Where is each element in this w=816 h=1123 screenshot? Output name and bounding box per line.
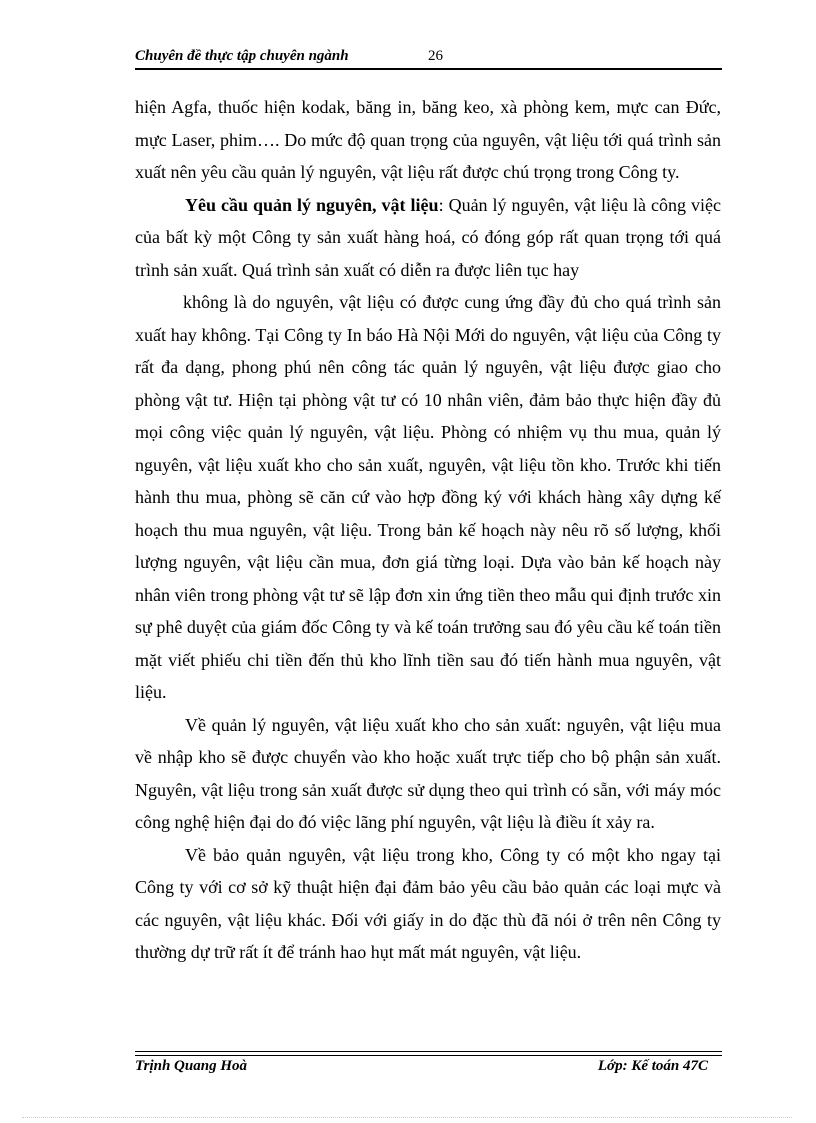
footer-divider (135, 1051, 722, 1056)
paragraph-text: hiện Agfa, thuốc hiện kodak, băng in, băng keo, xà phòng kem, mực can Đức, mực Laser, phim…. Do mức độ quan trọng của nguyên, vật liệu tới quá trình sản xuất nên yêu cầu quản lý nguyên, vật liệu rất được chú trọng trong Công ty. (135, 97, 721, 182)
paragraph-text: Về quản lý nguyên, vật liệu xuất kho cho sản xuất: nguyên, vật liệu mua về nhập kho sẽ được chuyển vào kho hoặc xuất trực tiếp cho bộ phận sản xuất. Nguyên, vật liệu trong sản xuất được sử dụng theo qui trình có sẵn, với máy móc công nghệ hiện đại do đó việc lãng phí nguyên, vật liệu là điều ít xảy ra. (135, 714, 721, 832)
document-body (135, 91, 721, 969)
paragraph-text: : Quản lý nguyên, vật liệu là công việc của bất kỳ một Công ty sản xuất hàng hoá, có đóng góp rất quan trọng tới quá trình sản xuất. Quá trình sản xuất có diễn ra được liên tục hay (135, 194, 721, 280)
page-header (135, 48, 722, 70)
paragraph-purchasing (135, 286, 721, 709)
page-bottom-edge (22, 1117, 792, 1118)
page-number: 26 (428, 48, 443, 64)
footer-class: Lớp: Kế toán 47C (597, 1058, 708, 1074)
header-divider (135, 68, 722, 70)
footer-author: Trịnh Quang Hoà (135, 1058, 247, 1074)
paragraph-text: Về bảo quản nguyên, vật liệu trong kho, Công ty có một kho ngay tại Công ty với cơ sở kỹ thuật hiện đại đảm bảo yêu cầu bảo quản các loại mực và các nguyên, vật liệu khác. Đối với giấy in do đặc thù đã nói ở trên nên Công ty thường dự trữ rất ít để tránh hao hụt mất mát nguyên, vật liệu. (135, 844, 721, 962)
paragraph-management-requirements (135, 189, 721, 287)
paragraph-production-issue (135, 709, 721, 839)
paragraph-text: không là do nguyên, vật liệu có được cung ứng đầy đủ cho quá trình sản xuất hay không. Tại Công ty In báo Hà Nội Mới do nguyên, vật liệu của Công ty rất đa dạng, phong phú nên công tác quản lý nguyên, vật liệu được giao cho phòng vật tư. Hiện tại phòng vật tư có 10 nhân viên, đảm bảo thực hiện đầy đủ mọi công việc quản lý nguyên, vật liệu. Phòng có nhiệm vụ thu mua, quản lý nguyên, vật liệu xuất kho cho sản xuất, nguyên, vật liệu tồn kho. Trước khi tiến hành thu mua, phòng sẽ căn cứ vào hợp đồng ký với khách hàng xây dựng kế hoạch thu mua nguyên, vật liệu. Trong bản kế hoạch này nêu rõ số lượng, khối lượng nguyên, vật liệu cần mua, đơn giá từng loại. Dựa vào bản kế hoạch này nhân viên trong phòng vật tư sẽ lập đơn xin ứng tiền theo mẫu qui định trước xin sự phê duyệt của giám đốc Công ty và kế toán trưởng sau đó yêu cầu kế toán tiền mặt viết phiếu chi tiền đến thủ kho lĩnh tiền sau đó tiến hành mua nguyên, vật liệu. (135, 292, 721, 702)
paragraph-heading: Yêu cầu quản lý nguyên, vật liệu (185, 194, 439, 215)
paragraph-continuation (135, 91, 721, 189)
header-title: Chuyên đề thực tập chuyên ngành (135, 48, 349, 64)
paragraph-storage (135, 839, 721, 969)
